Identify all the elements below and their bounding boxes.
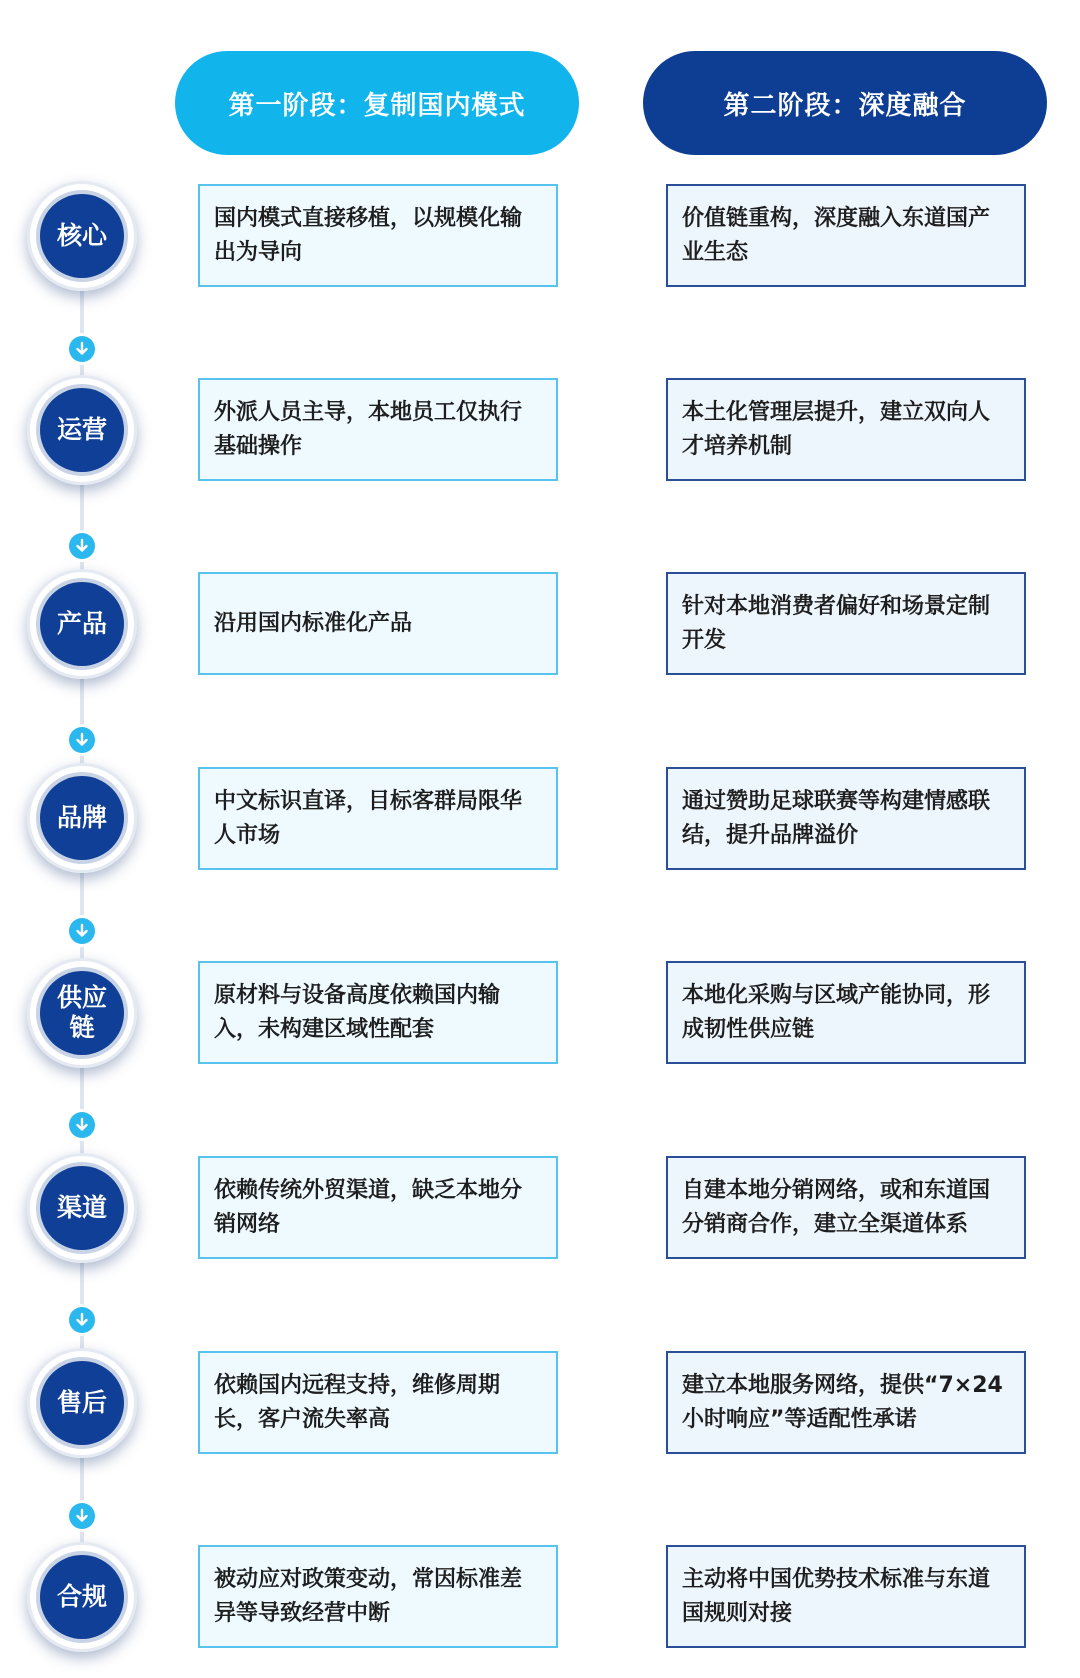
arrow-down-icon [69,1112,95,1138]
category-label: 核心 [56,221,107,250]
arrow-down-icon [69,1503,95,1529]
stage2-cell-text: 通过赞助足球联赛等构建情感联结，提升品牌溢价 [682,788,991,848]
stage1-cell-text: 外派人员主导，本地员工仅执行基础操作 [214,399,523,459]
arrow-down-icon [69,918,95,944]
stage1-cell-text: 依赖国内远程支持，维修周期长，客户流失率高 [214,1372,501,1432]
stage1-cell-text: 依赖传统外贸渠道，缺乏本地分销网络 [214,1177,523,1237]
arrow-down-icon [69,1307,95,1333]
category-badge [40,194,124,278]
stage2-cell [666,1156,1026,1259]
category-circle-compliance [27,1542,137,1652]
stage2-cell [666,184,1026,287]
category-label: 运营 [56,415,107,444]
stage1-header [175,51,579,155]
stage2-cell [666,1545,1026,1648]
stage1-cell [198,767,558,870]
category-label: 合规 [56,1582,107,1611]
stage2-cell-text: 针对本地消费者偏好和场景定制开发 [682,593,991,653]
stage1-cell-text: 国内模式直接移植，以规模化输出为导向 [214,205,523,265]
category-circle-product [27,569,137,679]
category-badge [40,388,124,472]
stage2-cell [666,1351,1026,1454]
category-circle-operations [27,375,137,485]
stage1-cell-text: 中文标识直译，目标客群局限华人市场 [214,788,523,848]
category-label: 渠道 [56,1193,107,1222]
category-circle-brand [27,763,137,873]
stage2-cell-text: 自建本地分销网络，或和东道国分销商合作，建立全渠道体系 [682,1177,991,1237]
category-badge [40,971,124,1055]
stage2-cell-text: 本地化采购与区域产能协同，形成韧性供应链 [682,982,991,1042]
category-badge [40,1555,124,1639]
category-circle-core [27,181,137,291]
category-badge [40,776,124,860]
stage2-cell-text: 本土化管理层提升，建立双向人才培养机制 [682,399,991,459]
stage2-cell [666,961,1026,1064]
stage1-cell [198,961,558,1064]
category-label: 品牌 [56,803,107,832]
stage1-cell [198,1156,558,1259]
stage1-cell [198,1545,558,1648]
category-circle-channel [27,1153,137,1263]
stage2-cell-text: 价值链重构，深度融入东道国产业生态 [682,205,991,265]
category-label: 售后 [56,1388,107,1417]
stage1-cell [198,378,558,481]
category-circle-after-sales [27,1348,137,1458]
arrow-down-icon [69,336,95,362]
stage1-title: 第一阶段：复制国内模式 [228,90,526,121]
arrow-down-icon [69,727,95,753]
stage1-cell [198,572,558,675]
category-label: 产品 [56,609,107,638]
stage2-cell [666,572,1026,675]
stage2-cell [666,378,1026,481]
category-circle-supply-chain [27,958,137,1068]
stage2-cell-text: 主动将中国优势技术标准与东道国规则对接 [682,1566,991,1626]
category-badge [40,1361,124,1445]
stage1-cell-text: 原材料与设备高度依赖国内输入，未构建区域性配套 [214,982,501,1042]
stage2-header [643,51,1047,155]
stage1-cell-text: 沿用国内标准化产品 [214,610,413,636]
stage1-cell [198,1351,558,1454]
stage2-cell-text: 建立本地服务网络，提供“7×24小时响应”等适配性承诺 [682,1372,1003,1432]
stage2-title: 第二阶段：深度融合 [723,90,967,121]
category-badge [40,582,124,666]
stage2-cell [666,767,1026,870]
arrow-down-icon [69,533,95,559]
stage1-cell-text: 被动应对政策变动，常因标准差异等导致经营中断 [214,1566,523,1626]
category-label: 供应链 [56,983,107,1042]
category-badge [40,1166,124,1250]
stage1-cell [198,184,558,287]
